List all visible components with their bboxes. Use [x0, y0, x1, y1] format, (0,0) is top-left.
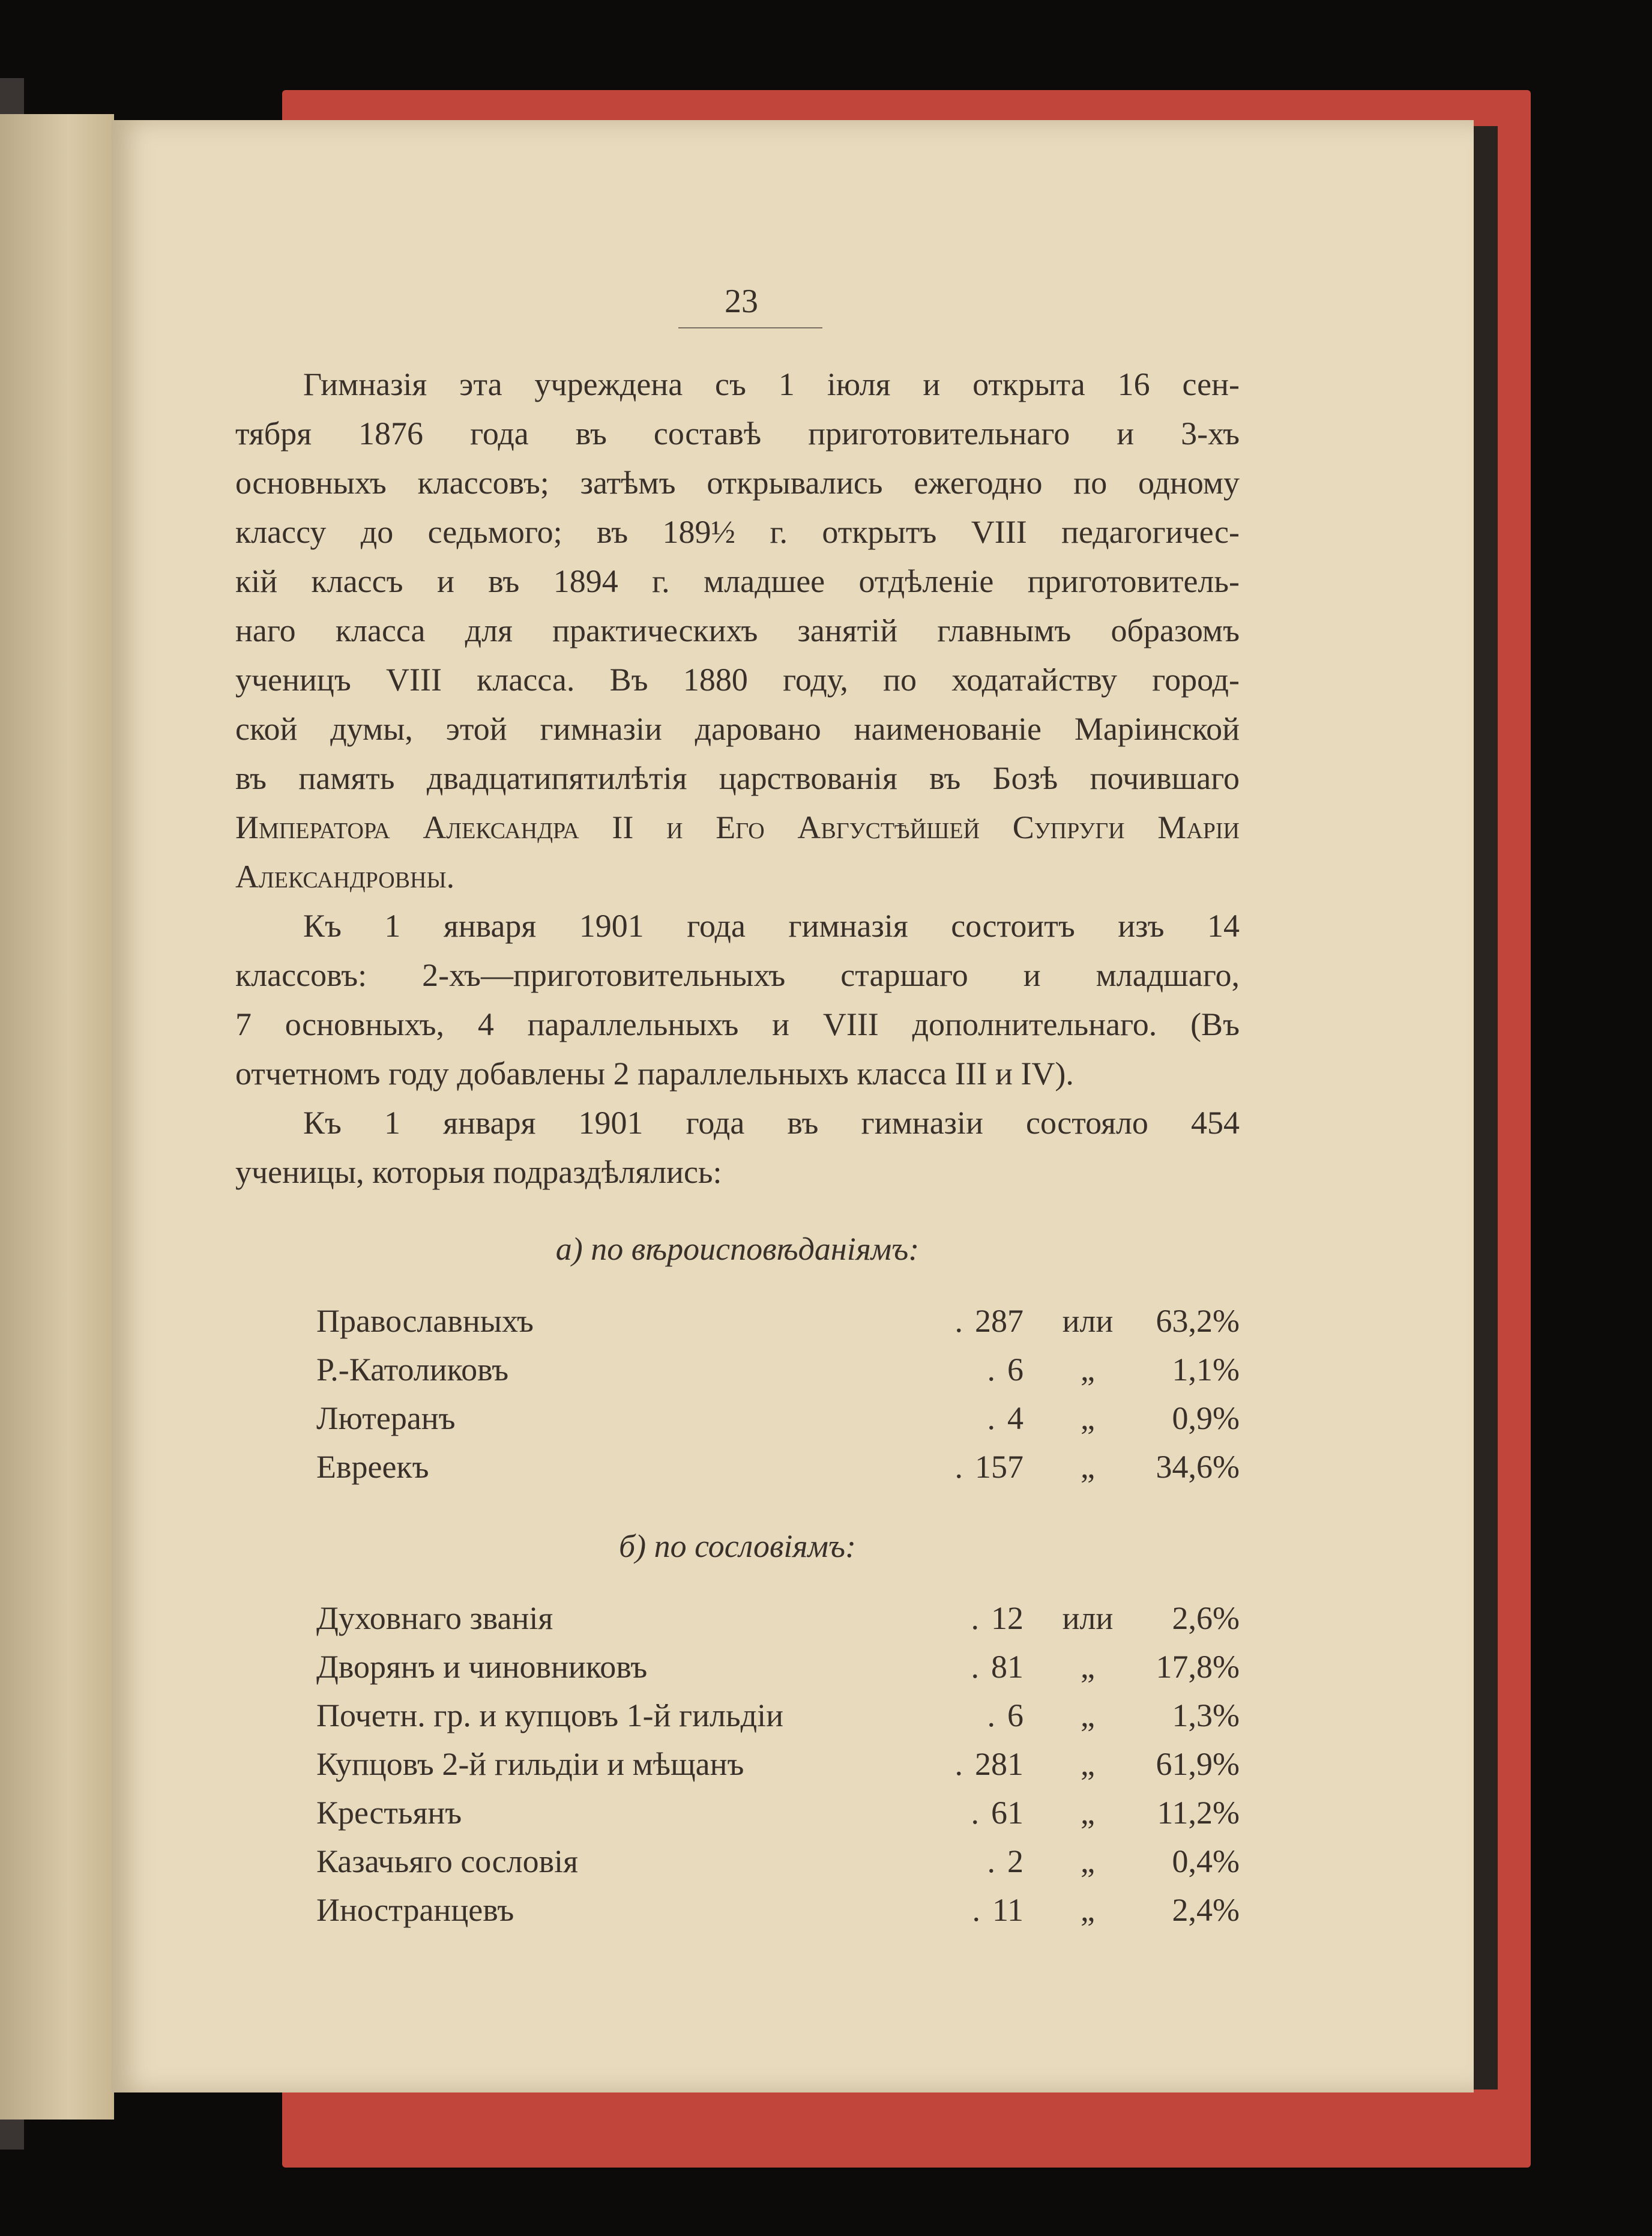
table-row: [316, 1892, 1240, 1928]
table-row: [316, 1352, 1240, 1388]
row-percent: 17,8%: [1156, 1649, 1240, 1685]
row-count: 157: [975, 1449, 1023, 1485]
leader-dots: .: [987, 1352, 995, 1388]
row-label: Р.-Католиковъ: [316, 1352, 509, 1388]
row-percent: 11,2%: [1157, 1795, 1240, 1831]
paragraph-line: наго класса для практическихъ занятій главнымъ образомъ: [235, 612, 1240, 648]
paragraph-line: основныхъ классовъ; затѣмъ открывались ежегодно по одному: [235, 465, 1240, 501]
row-percent: 63,2%: [1156, 1303, 1240, 1339]
paragraph-line: тября 1876 года въ составѣ приготовительнаго и 3-хъ: [235, 415, 1240, 452]
paragraph-line: въ память двадцатипятилѣтія царствованія въ Бозѣ почившаго: [235, 760, 1240, 796]
paragraph-line: Императора Александра II и Его Августѣйшей Супруги Маріи: [235, 809, 1240, 845]
row-percent: 0,9%: [1172, 1400, 1240, 1436]
paragraph-line: Къ 1 января 1901 года гимназія состоитъ изъ 14: [303, 908, 1240, 944]
row-conjunction: „: [1081, 1843, 1095, 1879]
row-count: 281: [975, 1746, 1023, 1782]
row-count: 81: [991, 1649, 1023, 1685]
leader-dots: .: [987, 1843, 995, 1879]
table-row: [316, 1600, 1240, 1636]
leader-dots: .: [971, 1649, 979, 1685]
paragraph-line: кій классъ и въ 1894 г. младшее отдѣленіе приготовитель-: [235, 563, 1240, 599]
row-conjunction: „: [1081, 1892, 1095, 1928]
leader-dots: .: [987, 1697, 995, 1733]
row-conjunction: или: [1062, 1600, 1114, 1636]
paragraph-line: ученицъ VIII класса. Въ 1880 году, по ходатайству город-: [235, 662, 1240, 698]
row-conjunction: „: [1081, 1449, 1095, 1485]
paragraph-line: Къ 1 января 1901 года въ гимназіи состояло 454: [303, 1105, 1240, 1141]
paragraph-line: Александровны.: [235, 859, 455, 895]
row-label: Лютеранъ: [316, 1400, 456, 1436]
row-count: 12: [991, 1600, 1023, 1636]
row-percent: 34,6%: [1156, 1449, 1240, 1485]
row-label: Духовнаго званія: [316, 1600, 553, 1636]
row-label: Православныхъ: [316, 1303, 534, 1339]
row-label: Казачьяго сословія: [316, 1843, 578, 1879]
paragraph-line: 7 основныхъ, 4 параллельныхъ и VIII дополнительнаго. (Въ: [235, 1006, 1240, 1042]
table-row: [316, 1697, 1240, 1733]
paragraph-line: отчетномъ году добавлены 2 параллельныхъ класса III и IV).: [235, 1056, 1074, 1092]
row-count: 287: [975, 1303, 1023, 1339]
row-count: 4: [1007, 1400, 1023, 1436]
row-conjunction: „: [1081, 1352, 1095, 1388]
leader-dots: .: [954, 1449, 963, 1485]
table-row: [316, 1795, 1240, 1831]
leader-dots: .: [971, 1600, 979, 1636]
paragraph-line: ской думы, этой гимназіи даровано наименованіе Маріинской: [235, 711, 1240, 747]
row-label: Почетн. гр. и купцовъ 1-й гильдіи: [316, 1697, 783, 1733]
table-row: [316, 1746, 1240, 1782]
row-count: 2: [1007, 1843, 1023, 1879]
row-percent: 1,1%: [1172, 1352, 1240, 1388]
row-label: Купцовъ 2-й гильдіи и мѣщанъ: [316, 1746, 744, 1782]
paragraph-line: Гимназія эта учреждена съ 1 іюля и открыта 16 сен-: [303, 366, 1240, 402]
row-conjunction: „: [1081, 1400, 1095, 1436]
row-count: 61: [991, 1795, 1023, 1831]
leader-dots: .: [972, 1892, 980, 1928]
row-percent: 2,4%: [1172, 1892, 1240, 1928]
leader-dots: .: [954, 1303, 963, 1339]
row-label: Крестьянъ: [316, 1795, 462, 1831]
leader-dots: .: [987, 1400, 995, 1436]
row-percent: 61,9%: [1156, 1746, 1240, 1782]
table-row: [316, 1400, 1240, 1436]
row-percent: 2,6%: [1172, 1600, 1240, 1636]
table-heading: а) по вѣроисповѣданіямъ:: [555, 1231, 920, 1267]
paragraph-line: классовъ: 2-хъ—приготовительныхъ старшаго и младшаго,: [235, 957, 1240, 993]
row-label: Евреекъ: [316, 1449, 429, 1485]
row-conjunction: „: [1081, 1649, 1095, 1685]
row-conjunction: „: [1081, 1697, 1095, 1733]
page-number: 23: [725, 283, 758, 320]
row-conjunction: „: [1081, 1746, 1095, 1782]
row-count: 6: [1007, 1697, 1023, 1733]
row-label: Дворянъ и чиновниковъ: [316, 1649, 648, 1685]
table-row: [316, 1449, 1240, 1485]
leader-dots: .: [954, 1746, 963, 1782]
row-count: 11: [992, 1892, 1023, 1928]
table-row: [316, 1649, 1240, 1685]
table-row: [316, 1303, 1240, 1339]
table-heading: б) по сословіямъ:: [619, 1528, 856, 1564]
row-percent: 0,4%: [1172, 1843, 1240, 1879]
paragraph-line: классу до седьмого; въ 189½ г. открытъ VIII педагогичес-: [235, 514, 1240, 550]
row-conjunction: или: [1062, 1303, 1114, 1339]
row-conjunction: „: [1081, 1795, 1095, 1831]
row-label: Иностранцевъ: [316, 1892, 514, 1928]
row-percent: 1,3%: [1172, 1697, 1240, 1733]
row-count: 6: [1007, 1352, 1023, 1388]
leader-dots: .: [971, 1795, 979, 1831]
table-row: [316, 1843, 1240, 1879]
paragraph-line: ученицы, которыя подраздѣлялись:: [235, 1154, 722, 1190]
